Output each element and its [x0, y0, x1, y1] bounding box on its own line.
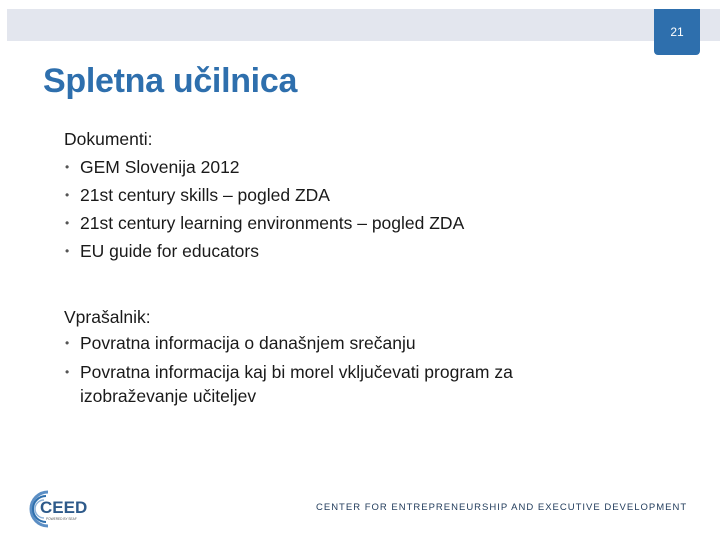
- list-item: • EU guide for educators: [64, 237, 624, 265]
- list-item: • GEM Slovenija 2012: [64, 153, 624, 181]
- documents-list: [64, 153, 624, 265]
- survey-section: [64, 303, 604, 413]
- logo-tagline: POWERED BY SEAF: [46, 517, 77, 521]
- list-item: • 21st century skills – pogled ZDA: [64, 181, 624, 209]
- ceed-logo: [26, 487, 106, 531]
- documents-section: [64, 125, 624, 265]
- bullet-icon: •: [65, 365, 70, 379]
- list-item: • Povratna informacija kaj bi morel vključevati program za izobraževanje učiteljev: [65, 362, 513, 406]
- list-item: • 21st century learning environments – pogled ZDA: [64, 209, 624, 237]
- bullet-icon: •: [65, 188, 70, 202]
- list-item: • Povratna informacija o današnjem srečanju: [65, 333, 416, 353]
- logo-wordmark: CEED: [40, 498, 88, 517]
- bullet-icon: •: [65, 160, 70, 174]
- survey-heading: Vprašalnik:: [64, 307, 151, 327]
- documents-heading: Dokumenti:: [64, 129, 153, 149]
- bullet-icon: •: [65, 244, 70, 258]
- bullet-icon: •: [65, 336, 70, 350]
- page-number-badge: [654, 9, 700, 55]
- organization-name: CENTER FOR ENTREPRENEURSHIP AND EXECUTIVE DEVELOPMENT: [316, 502, 688, 513]
- survey-list: [64, 331, 604, 408]
- slide-title: Spletna učilnica: [43, 62, 298, 100]
- bullet-icon: •: [65, 216, 70, 230]
- page-number: 21: [670, 25, 684, 39]
- header-bar: [7, 9, 720, 41]
